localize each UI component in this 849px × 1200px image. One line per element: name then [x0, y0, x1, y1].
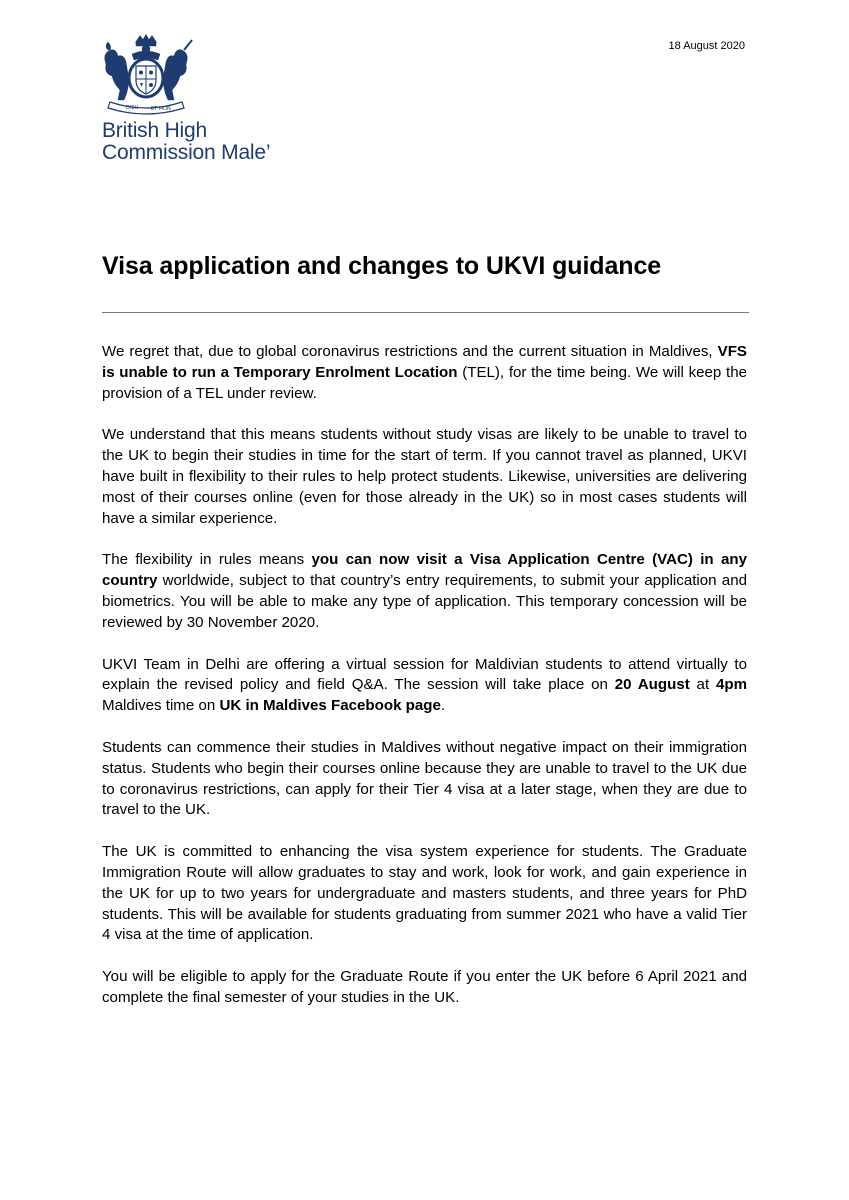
paragraph-vac: [102, 550, 747, 633]
crest-motto-left: DIEU: [126, 105, 139, 111]
paragraph-tel: [102, 342, 747, 404]
paragraph-text: worldwide, subject to that country’s entry requirements, to submit your application and biometrics. You will be able to make any type of application. This temporary concession will be reviewed by 30 November 2020.: [102, 572, 747, 631]
title-divider: [102, 312, 749, 313]
letter-body: [102, 342, 747, 1030]
paragraph-text: The UK is committed to enhancing the visa system experience for students. The Graduate Immigration Route will allow graduates to stay and work, look for work, and gain experience in the UK for up to two years for undergraduate and masters students, and three years for PhD students. This will be available for students graduating from summer 2021 who have a valid Tier 4 visa at the time of application.: [102, 843, 747, 944]
paragraph-text: (TEL), for the time being. We will keep the provision of a TEL under review.: [102, 363, 747, 402]
paragraph-text: Maldives time on: [102, 697, 220, 715]
paragraph-text: The flexibility in rules means: [102, 551, 312, 569]
paragraph-flexibility: [102, 425, 747, 529]
paragraph-text: UKVI Team in Delhi are offering a virtual session for Maldivian students to attend virtually to explain the revised policy and field Q&A. The session will take place on: [102, 655, 747, 694]
paragraph-text: Students can commence their studies in Maldives without negative impact on their immigration status. Students who begin their courses online because they are unable to travel to the UK due to coronavirus restrictions, can apply for their Tier 4 visa at a later stage, when they are due to travel to the UK.: [102, 738, 747, 819]
paragraph-text: at: [689, 676, 716, 694]
crest-motto-right: ET MON: [151, 106, 171, 112]
paragraph-graduate-route: [102, 842, 747, 946]
letter-date: 18 August 2020: [668, 40, 745, 52]
bold-text: 20 August: [614, 676, 690, 694]
paragraph-text: We understand that this means students without study visas are likely to be unable to travel to the UK to begin their studies in time for the start of term. If you cannot travel as planned, UKVI have built in flexibility to their rules to help protect students. Likewise, universities are delivering most of their courses online (even for those already in the UK) so in most cases students will have a similar experience.: [102, 426, 747, 527]
bold-text: UK in Maldives Facebook page: [219, 697, 441, 715]
bold-text: VFS is unable to run a Temporary Enrolment Location: [102, 343, 747, 381]
organisation-name-line-2: Commission Male’: [102, 141, 271, 164]
royal-coat-of-arms-icon: [96, 34, 196, 116]
bold-text: 4pm: [715, 676, 747, 694]
paragraph-text: .: [440, 697, 446, 715]
paragraph-eligibility: [102, 967, 747, 1009]
paragraph-commence-studies: [102, 738, 747, 821]
bold-text: you can now visit a Visa Application Centre (VAC) in any country: [102, 551, 747, 590]
organisation-name-line-1: British High: [102, 119, 207, 142]
paragraph-text: You will be eligible to apply for the Graduate Route if you enter the UK before 6 April 2021 and complete the final semester of your studies in the UK.: [102, 968, 747, 1006]
page-title: Visa application and changes to UKVI guidance: [102, 252, 662, 280]
paragraph-virtual-session: [102, 655, 747, 717]
paragraph-text: We regret that, due to global coronavirus restrictions and the current situation in Maldives,: [102, 343, 718, 360]
organisation-name: [102, 120, 362, 164]
